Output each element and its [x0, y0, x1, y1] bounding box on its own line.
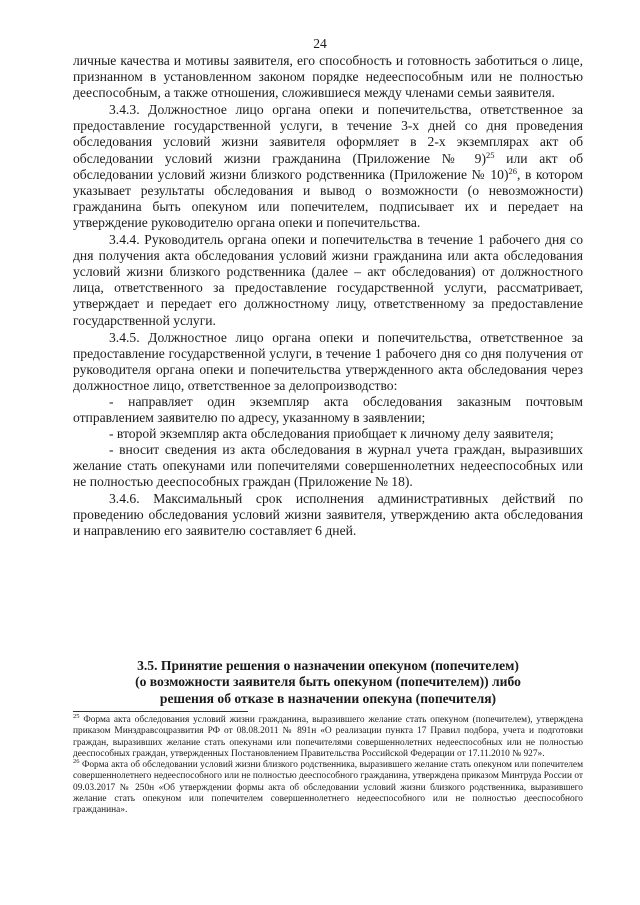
paragraph-text: 3.4.3. Должностное лицо органа опеки и попечительства, ответственное за предоставление государственной услуги, в течение 3-х дней со дня проведения обследования условий жизни заявителя оформляет в 2-х экземплярах акт об обследовании условий жизни гражданина (Приложение № 9): [73, 102, 583, 166]
list-item: - направляет один экземпляр акта обследования заказным почтовым отправлением заявителю по адресу, указанному в заявлении;: [73, 393, 583, 426]
paragraph-3-4-4: 3.4.4. Руководитель органа опеки и попечительства в течение 1 рабочего дня со дня получения акта обследования условий жизни гражданина или акта обследования условий жизни близкого родственника (далее – акт обследования) от должностного лица, ответственного за предоставление государственной услуги, рассматривает, утверждает и передает его должностному лицу, ответственному за предоставление государственной услуги.: [73, 232, 583, 328]
list-item: - второй экземпляр акта обследования приобщает к личному делу заявителя;: [109, 426, 554, 442]
section-heading-3-5: [73, 658, 583, 707]
document-body: [73, 53, 583, 539]
footnote-mark: 25: [73, 713, 80, 720]
paragraph-continuation: личные качества и мотивы заявителя, его способность и готовность заботиться о лице, признанном в установленном законом порядке недееспособным или не полностью дееспособным, а также отношения, сложившиеся между членами семьи заявителя.: [73, 53, 583, 101]
footnote-separator: [73, 711, 248, 712]
footnote-mark: 26: [73, 758, 80, 766]
heading-line: 3.5. Принятие решения о назначении опекуном (попечителем): [137, 658, 519, 673]
footnotes: [73, 715, 583, 817]
heading-line: (о возможности заявителя быть опекуном (попечителем)) либо: [135, 674, 521, 690]
page-number: 24: [313, 36, 327, 51]
paragraph-text: или акт об обследовании условий жизни близкого родственника (Приложение № 10): [73, 150, 583, 182]
heading-line: решения об отказе в назначении опекуна (попечителя): [159, 690, 497, 706]
footnote-25: [73, 715, 583, 760]
footnote-ref-25[interactable]: 25: [485, 149, 495, 160]
footnote-26: [73, 760, 583, 816]
footnote-text: Форма акта об обследовании условий жизни близкого родственника, выразившего желание стать опекуном или попечителем совершеннолетнего недееспособного или не полностью дееспособного гражданина, утверждена приказом Минтруда России от 09.03.2017 № 250н «Об утверждении формы акта об обследовании условий жизни близкого родственника, выразившего желание стать опекуном или попечителем совершеннолетнего недееспособного или не полностью дееспособного гражданина».: [73, 760, 583, 816]
paragraph-3-4-5: 3.4.5. Должностное лицо органа опеки и попечительства, ответственное за предоставление государственной услуги, в течение 1 рабочего дня со дня получения от руководителя органа опеки и попечительства утвержденного акта обследования через должностное лицо, ответственное за делопроизводство:: [73, 329, 583, 393]
paragraph-3-4-3: [73, 102, 583, 231]
paragraph-3-4-6: 3.4.6. Максимальный срок исполнения административных действий по проведению обследования условий жизни заявителя, утверждению акта обследования и направлению его заявителю составляет 6 дней.: [73, 490, 583, 538]
paragraph-text: , в котором указывает результаты обследования и вывод о возможности (о невозможности) гражданина быть опекуном или попечителем, подписывает их и передает на утверждение руководителю органа опеки и попечительства.: [73, 166, 584, 230]
footnote-ref-26[interactable]: 26: [508, 165, 517, 176]
list-item: - вносит сведения из акта обследования в журнал учета граждан, выразивших желание стать опекунами или попечителями совершеннолетних недееспособных или не полностью дееспособных граждан (Приложение № 18).: [73, 442, 583, 490]
footnote-text: Форма акта обследования условий жизни гражданина, выразившего желание стать опекуном (попечителем), утверждена приказом Минздравсоцразвития РФ от 08.08.2011 № 891н «О реализации пункта 17 Правил подбора, учета и подготовки граждан, выразивших желание стать опекунами или попечителями совершеннолетних недееспособных или не полностью дееспособных граждан, утвержденных Постановлением Правительства Российской Федерации от 17.11.2010 № 927».: [73, 715, 583, 759]
